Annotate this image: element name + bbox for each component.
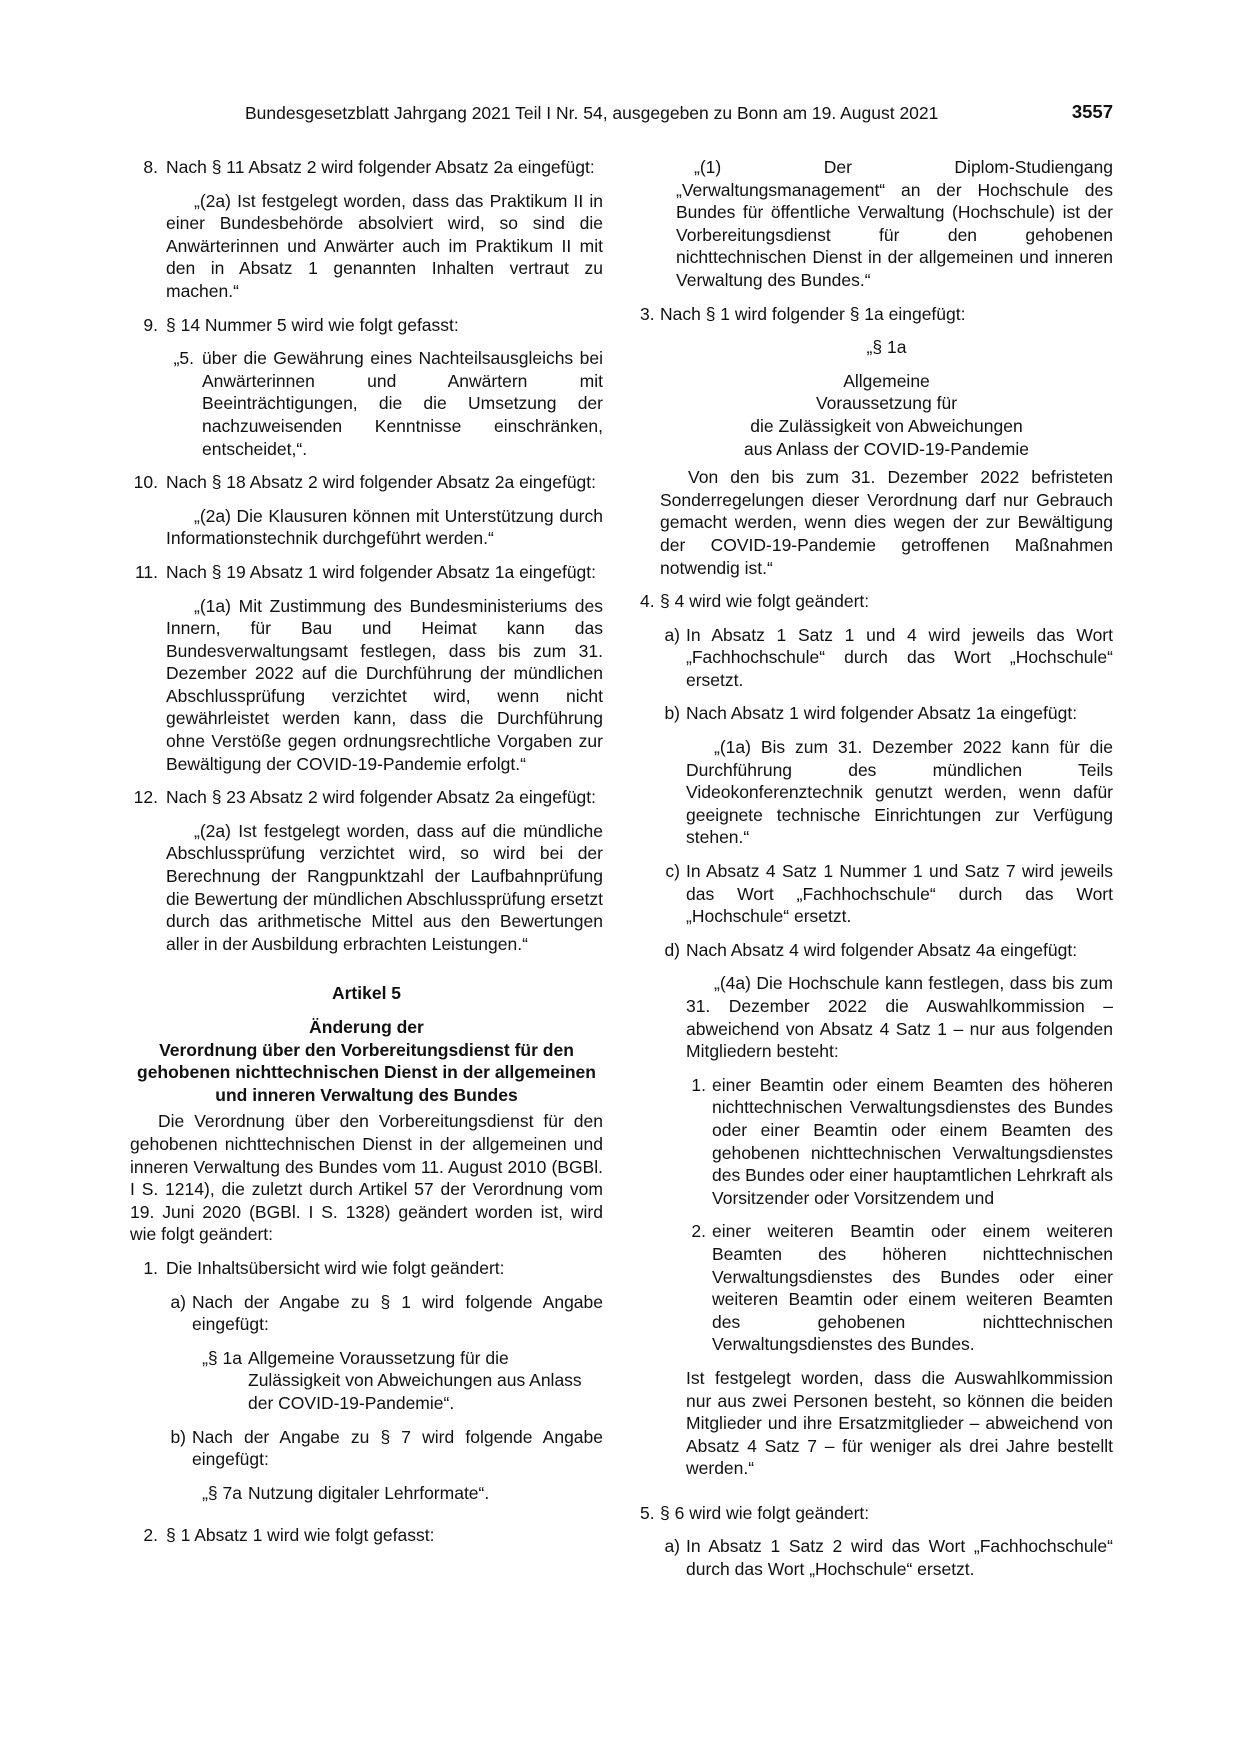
- header-title: Bundesgesetzblatt Jahrgang 2021 Teil I Nr. 54, ausgegeben zu Bonn am 19. August 2021: [245, 103, 939, 123]
- sub-item-text: In Absatz 1 Satz 2 wird das Wort „Fachhochschule“ durch das Wort „Hochschule“ ersetzt.: [686, 1536, 1113, 1580]
- sub-item: [660, 1535, 1113, 1580]
- item-text: Nach § 19 Absatz 1 wird folgender Absatz 1a eingefügt:: [166, 561, 597, 582]
- item-text: Nach § 23 Absatz 2 wird folgender Absatz 2a eingefügt:: [166, 787, 597, 808]
- sub-item-text: Nach der Angabe zu § 7 wird folgende Angabe eingefügt:: [192, 1426, 603, 1470]
- page-number: 3557: [1071, 101, 1113, 122]
- right-column: [640, 156, 1113, 1603]
- quoted-paragraph: „(4a) Die Hochschule kann festlegen, dass bis zum 31. Dezember 2022 die Auswahlkommission – abweichend von Absatz 4 Satz 1 – nur aus folgenden Mitgliedern besteht:: [686, 973, 1113, 1062]
- section-title: Voraussetzung für: [815, 393, 958, 414]
- list-item: [130, 1257, 603, 1515]
- quoted-paragraph: „(1) Der Diplom-Studiengang „Verwaltungsmanagement“ an der Hochschule des Bundes für öffentliche Verwaltung (Hochschule) ist der Vorbereitungsdienst für den gehobenen nichttechnischen Dienst in der allgemeinen und inneren Verwaltung des Bundes.“: [676, 157, 1113, 290]
- item-text: Nach § 11 Absatz 2 wird folgender Absatz 2a eingefügt:: [166, 157, 595, 177]
- section-title: die Zulässigkeit von Abweichungen: [750, 415, 1023, 436]
- sub-item: [660, 939, 1113, 1480]
- item-number: 4.: [640, 591, 655, 612]
- sub-item: [166, 1291, 603, 1415]
- sub-item: [660, 624, 1113, 692]
- quoted-list-item: [166, 347, 603, 460]
- sub-item-text: In Absatz 1 Satz 1 und 4 wird jeweils das Wort „Fachhochschule“ durch das Wort „Hochschule“ ersetzt.: [686, 624, 1113, 690]
- list-item: [640, 303, 1113, 326]
- sub-item: [660, 702, 1113, 849]
- quoted-text: über die Gewährung eines Nachteilsausgleichs bei Anwärterinnen und Anwärtern mit Beeinträchtigungen, die die Umsetzung der nachzuweisenden Kenntnisse einschränken, entscheidet,“.: [202, 348, 603, 459]
- item-text: Nach § 1 wird folgender § 1a eingefügt:: [660, 303, 966, 324]
- quoted-paragraph: „(1a) Mit Zustimmung des Bundesministeriums des Innern, für Bau und Heimat kann das Bundesverwaltungsamt festlegen, dass bis zum 31. Dezember 2022 auf die Durchführung der mündlichen Abschlussprüfung verzichtet wird, wenn nicht gewährleistet werden kann, dass die Durchführung ohne Verstöße gegen ordnungsrechtliche Vorgaben zur Bewältigung der COVID-19-Pandemie erfolgt.“: [166, 595, 603, 774]
- item-number: 8.: [143, 157, 158, 177]
- quoted-entry: [192, 1482, 603, 1505]
- item-number: 3.: [640, 303, 655, 324]
- item-text: § 6 wird wie folgt geändert:: [660, 1502, 870, 1523]
- sub-item-text: Nach Absatz 1 wird folgender Absatz 1a eingefügt:: [686, 703, 1078, 724]
- list-item: [130, 1524, 603, 1547]
- item-number: 11.: [134, 561, 158, 582]
- quoted-paragraph: „(2a) Ist festgelegt worden, dass das Praktikum II in einer Bundesbehörde absolviert wird, so sind die Anwärterinnen und Anwärter auch im Praktikum II mit den in Absatz 1 genannten Inhalten vertraut zu machen.“: [166, 190, 603, 301]
- sub-item-letter: a): [170, 1291, 186, 1312]
- sub-item-text: In Absatz 4 Satz 1 Nummer 1 und Satz 7 wird jeweils das Wort „Fachhochschule“ durch das Wort „Hochschule“ ersetzt.: [686, 861, 1113, 927]
- list-item: [640, 1502, 1113, 1592]
- quoted-list-item: [686, 1074, 1113, 1210]
- sub-item-letter: b): [664, 703, 680, 724]
- section-text: Von den bis zum 31. Dezember 2022 befristeten Sonderregelungen dieser Verordnung darf nur Gebrauch gemacht werden, wenn dies wegen der zur Bewältigung der COVID-19-Pandemie getroffenen Maßnahmen notwendig ist.“: [660, 467, 1113, 578]
- sub-item-text: Nach Absatz 4 wird folgender Absatz 4a eingefügt:: [686, 939, 1078, 960]
- intro-paragraph: Die Verordnung über den Vorbereitungsdienst für den gehobenen nichttechnischen Dienst in der allgemeinen und inneren Verwaltung des Bundes vom 11. August 2010 (BGBl. I S. 1214), die zuletzt durch Artikel 57 der Verordnung vom 19. Juni 2020 (BGBl. I S. 1328) geändert worden ist, wird wie folgt geändert:: [130, 1111, 603, 1245]
- item-number: 12.: [133, 787, 158, 808]
- quoted-list-item: [686, 1220, 1113, 1356]
- quoted-paragraph: „(2a) Ist festgelegt worden, dass auf die mündliche Abschlussprüfung verzichtet wird, so wird bei der Berechnung der Rangpunktzahl der Laufbahnprüfung die Bewertung der mündlichen Abschlussprüfung ersetzt durch das arithmetische Mittel aus den Bewertungen aller in der Ausbildung erbrachten Leistungen.“: [166, 820, 603, 954]
- quoted-closing: Ist festgelegt worden, dass die Auswahlkommission nur aus zwei Personen besteht, so können die beiden Mitglieder und ihre Ersatzmitglieder – abweichend von Absatz 4 Satz 7 – für weniger als drei Jahre bestellt werden.“: [686, 1367, 1113, 1479]
- sub-item-letter: c): [665, 861, 680, 882]
- item-text: Die Inhaltsübersicht wird wie folgt geändert:: [166, 1257, 505, 1278]
- item-number: 10.: [133, 472, 158, 493]
- left-column: [130, 156, 603, 1558]
- sub-item: [166, 1426, 603, 1505]
- item-number: 1.: [143, 1257, 158, 1278]
- list-item: [130, 786, 603, 955]
- quoted-number: 2.: [691, 1221, 706, 1242]
- item-text: § 14 Nummer 5 wird wie folgt gefasst:: [166, 314, 459, 335]
- quoted-number: 1.: [691, 1074, 706, 1095]
- sub-item-text: Nach der Angabe zu § 1 wird folgende Angabe eingefügt:: [192, 1291, 603, 1335]
- item-number: 2.: [143, 1525, 158, 1546]
- list-item: [130, 471, 603, 550]
- page-header: [245, 102, 1113, 126]
- quoted-paragraph: „(2a) Die Klausuren können mit Unterstützung durch Informationstechnik durchgeführt werden.“: [166, 505, 603, 549]
- list-item: [130, 314, 603, 461]
- item-number: 5.: [640, 1502, 655, 1523]
- item-number: 9.: [143, 314, 158, 335]
- item-text: Nach § 18 Absatz 2 wird folgender Absatz 2a eingefügt:: [166, 472, 597, 493]
- quoted-paragraph: „(1a) Bis zum 31. Dezember 2022 kann für die Durchführung des mündlichen Teils Videokonferenztechnik genutzt werden, wenn dafür geeignete technische Einrichtungen zur Verfügung stehen.“: [686, 737, 1113, 848]
- item-text: § 1 Absatz 1 wird wie folgt gefasst:: [166, 1525, 435, 1546]
- quoted-number: „§ 7a: [202, 1482, 242, 1503]
- quoted-number: „5.: [173, 348, 194, 369]
- section-title: aus Anlass der COVID-19-Pandemie: [744, 438, 1029, 459]
- quoted-text: Allgemeine Voraussetzung für die Zulässigkeit von Abweichungen aus Anlass der COVID-19-Pandemie“.: [248, 1347, 582, 1413]
- list-item: [130, 156, 603, 303]
- quoted-text: einer weiteren Beamtin oder einem weiteren Beamten des höheren nichttechnischen Verwaltungsdienstes des Bundes oder einer weiteren Beamtin oder einem weiteren Beamten des gehobenen nichttechnischen Verwaltungsdienstes des Bundes.: [712, 1221, 1113, 1355]
- list-item: [640, 590, 1113, 1491]
- sub-item-letter: d): [664, 939, 680, 960]
- article-subtitle: Verordnung über den Vorbereitungsdienst für den gehobenen nichttechnischen Dienst in der allgemeinen und inneren Verwaltung des Bundes: [137, 1039, 596, 1105]
- quoted-text: einer Beamtin oder einem Beamten des höheren nichttechnischen Verwaltungsdienstes des Bundes oder einer Beamtin oder einem Beamten des gehobenen nichttechnischen Verwaltungsdienstes des Bundes oder einer hauptamtlichen Lehrkraft als Vorsitzender oder Vorsitzendem und: [712, 1074, 1113, 1208]
- quoted-entry: [192, 1347, 603, 1415]
- article-title: Artikel 5: [331, 983, 402, 1004]
- section-title: Allgemeine: [843, 370, 930, 391]
- quoted-text: Nutzung digitaler Lehrformate“.: [248, 1482, 490, 1503]
- sub-item-letter: a): [664, 1536, 680, 1557]
- sub-item: [660, 860, 1113, 928]
- article-subtitle: Änderung der: [309, 1017, 424, 1037]
- list-item: [130, 561, 603, 775]
- sub-item-letter: b): [170, 1426, 186, 1447]
- section-heading: „§ 1a: [866, 337, 907, 358]
- item-text: § 4 wird wie folgt geändert:: [660, 591, 870, 612]
- quoted-number: „§ 1a: [202, 1347, 242, 1368]
- sub-item-letter: a): [664, 624, 680, 645]
